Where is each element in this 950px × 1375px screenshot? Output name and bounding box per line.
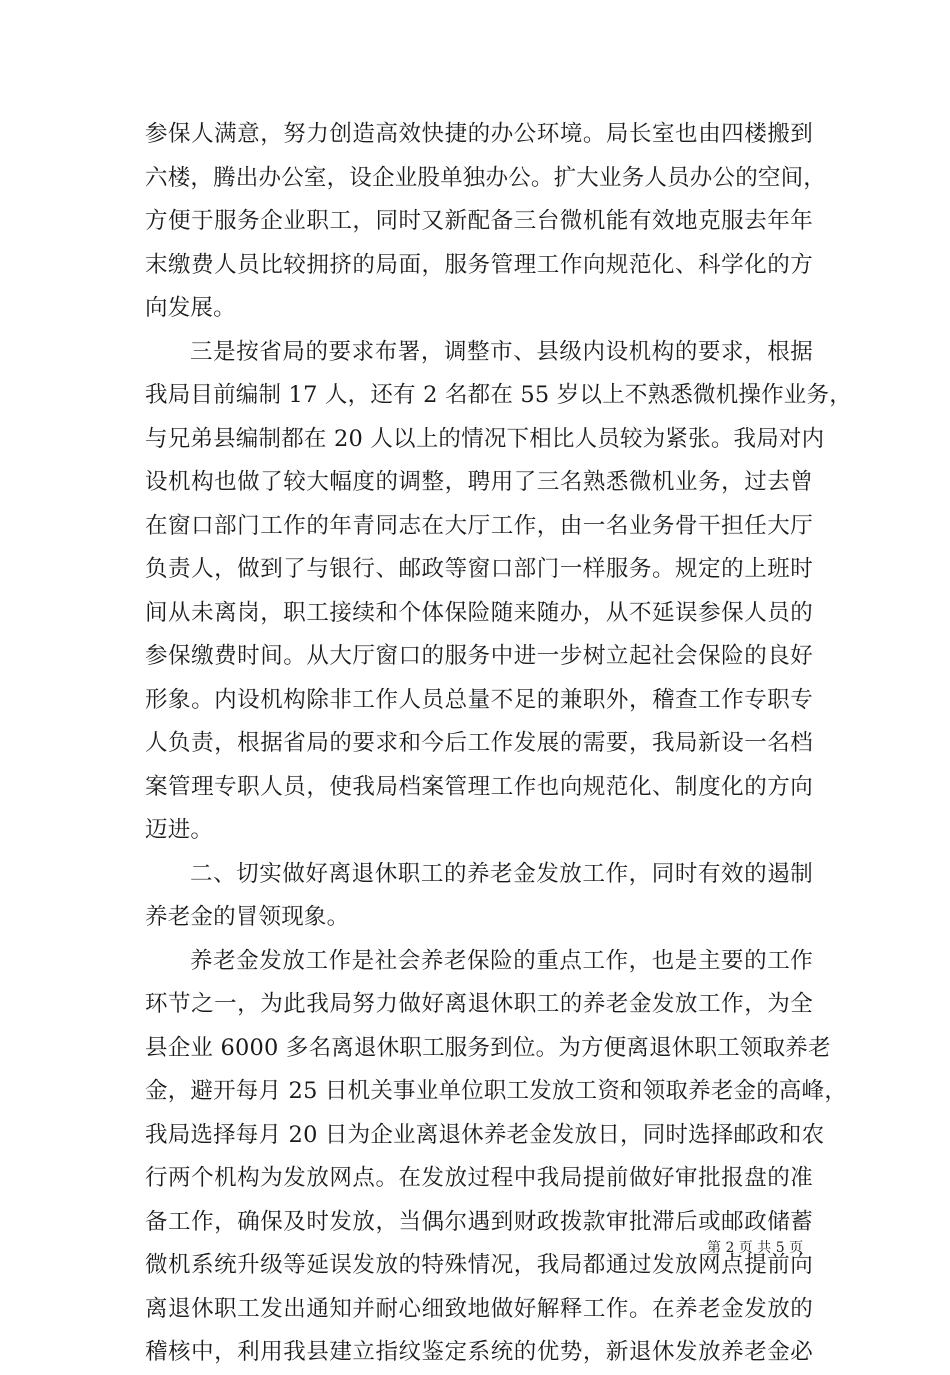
section-heading-line: 二、切实做好离退休职工的养老金发放工作，同时有效的遏制: [190, 860, 813, 887]
paragraph-start-line: 三是按省局的要求布署，调整市、县级内设机构的要求，根据: [190, 338, 813, 365]
text-line: 设机构也做了较大幅度的调整，聘用了三名熟悉微机业务，过去曾: [145, 469, 813, 495]
text-line: 形象。内设机构除非工作人员总量不足的兼职外，稽查工作专职专: [145, 686, 813, 713]
page-number: 第 2 页 共 5 页: [707, 1240, 804, 1256]
text-line: 行两个机构为发放网点。在发放过程中我局提前做好审批报盘的准: [145, 1165, 813, 1191]
text-line: 我局选择每月 20 日为企业离退休养老金发放日，同时选择邮政和农: [145, 1121, 825, 1148]
text-line: 微机系统升级等延误发放的特殊情况，我局都通过发放网点提前向: [145, 1252, 813, 1278]
paragraph-start-line: 养老金发放工作是社会养老保险的重点工作，也是主要的工作: [190, 947, 813, 974]
text-line: 稽核中，利用我县建立指纹鉴定系统的优势，新退休发放养老金必: [145, 1339, 813, 1365]
text-line: 与兄弟县编制都在 20 人以上的情况下相比人员较为紧张。我局对内: [145, 425, 825, 452]
text-line: 我局目前编制 17 人，还有 2 名都在 55 岁以上不熟悉微机操作业务，: [145, 382, 852, 408]
body-text: [145, 113, 852, 1375]
text-line: 向发展。: [145, 295, 236, 321]
text-line: 负责人，做到了与银行、邮政等窗口部门一样服务。规定的上班时: [145, 556, 813, 582]
text-line: 六楼，腾出办公室，设企业股单独办公。扩大业务人员办公的空间，: [145, 164, 827, 191]
text-line: 末缴费人员比较拥挤的局面，服务管理工作向规范化、科学化的方: [145, 251, 813, 278]
text-line: 间从未离岗，职工接续和个体保险随来随办，从不延误参保人员的: [145, 599, 813, 626]
text-line: 备工作，确保及时发放，当偶尔遇到财政拨款审批滞后或邮政储蓄: [145, 1208, 813, 1235]
text-line: 迈进。: [145, 817, 214, 843]
text-line: 离退休职工发出通知并耐心细致地做好解释工作。在养老金发放的: [145, 1295, 813, 1322]
text-line: 人负责，根据省局的要求和今后工作发展的需要，我局新设一名档: [145, 730, 813, 756]
text-line: 参保人满意，努力创造高效快捷的办公环境。局长室也由四楼搬到: [145, 121, 813, 147]
text-line: 县企业 6000 多名离退休职工服务到位。为方便离退休职工领取养老: [145, 1034, 831, 1061]
text-line: 环节之一，为此我局努力做好离退休职工的养老金发放工作，为全: [145, 991, 813, 1017]
section-heading-line: 养老金的冒领现象。: [145, 904, 350, 930]
text-line: 方便于服务企业职工，同时又新配备三台微机能有效地克服去年年: [145, 208, 813, 234]
text-line: 金，避开每月 25 日机关事业单位职工发放工资和领取养老金的高峰，: [145, 1078, 848, 1104]
text-line: 在窗口部门工作的年青同志在大厅工作，由一名业务骨干担任大厅: [145, 512, 813, 539]
text-line: 参保缴费时间。从大厅窗口的服务中进一步树立起社会保险的良好: [145, 643, 813, 669]
text-line: 案管理专职人员，使我局档案管理工作也向规范化、制度化的方向: [145, 773, 813, 800]
